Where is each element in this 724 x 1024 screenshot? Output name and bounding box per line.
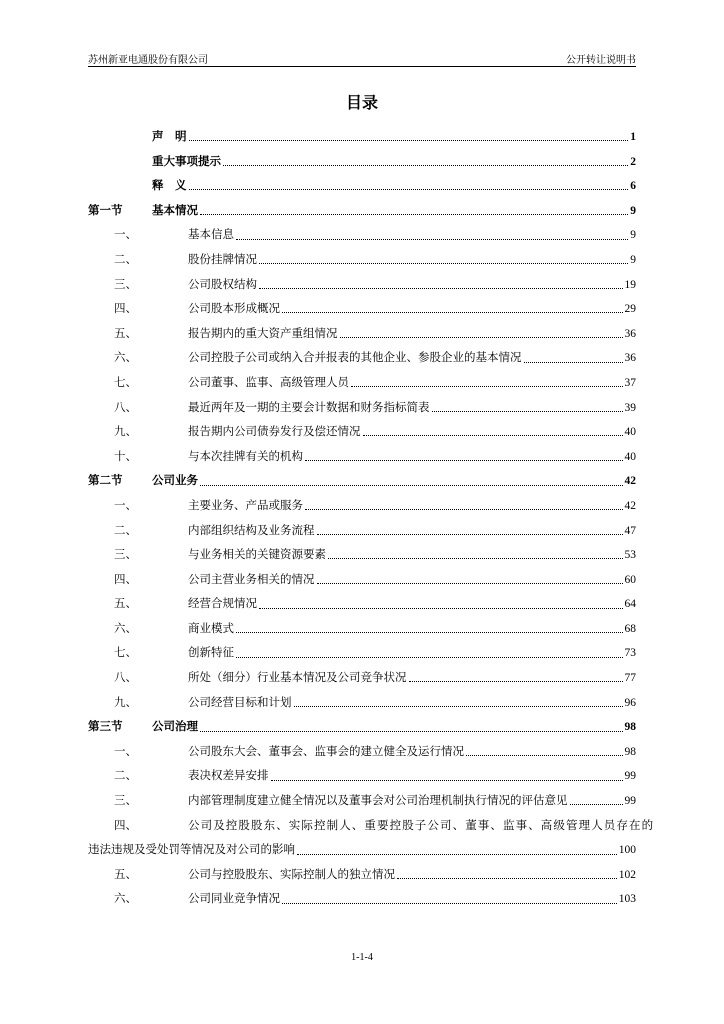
- toc-entry[interactable]: [88, 542, 636, 567]
- toc-entry-number: 第二节: [88, 473, 123, 488]
- dot-leader: [223, 156, 628, 166]
- toc-entry[interactable]: [88, 124, 636, 149]
- toc-entry[interactable]: [88, 198, 636, 223]
- dot-leader: [317, 525, 623, 535]
- toc-entry-label: 声 明: [152, 129, 187, 143]
- toc-entry[interactable]: [88, 296, 636, 321]
- toc-entry-label: 公司业务: [152, 473, 198, 488]
- toc-entry[interactable]: [88, 886, 636, 911]
- toc-entry-page: 60: [624, 573, 636, 586]
- toc-entry-number: 六、: [114, 620, 137, 635]
- dot-leader: [200, 205, 628, 215]
- toc-entry-page: 1: [630, 131, 636, 143]
- toc-entry-page: 64: [624, 598, 636, 611]
- toc-entry-page: 9: [630, 204, 636, 217]
- dot-leader: [189, 180, 629, 190]
- table-of-contents: [88, 124, 655, 911]
- toc-entry[interactable]: [88, 247, 636, 272]
- toc-entry[interactable]: [88, 370, 636, 395]
- toc-entry-number: 二、: [114, 768, 137, 783]
- toc-entry-label: 经营合规情况: [188, 596, 257, 611]
- toc-entry[interactable]: [88, 862, 636, 887]
- toc-entry-label: 违法违规及受处罚等情况及对公司的影响: [88, 842, 295, 857]
- toc-entry[interactable]: [88, 419, 636, 444]
- toc-entry[interactable]: [88, 591, 636, 616]
- toc-entry-label: 公司治理: [152, 719, 198, 734]
- dot-leader: [259, 599, 623, 609]
- toc-entry-label: 与本次挂牌有关的机构: [188, 448, 303, 463]
- toc-entry-page: 98: [624, 745, 636, 758]
- dot-leader: [351, 377, 623, 387]
- toc-entry-number: 第一节: [88, 202, 123, 217]
- toc-entry[interactable]: [88, 813, 655, 838]
- toc-entry-number: 七、: [114, 374, 137, 389]
- dot-leader: [259, 279, 623, 289]
- toc-entry-page: 77: [624, 672, 636, 685]
- toc-entry-page: 2: [630, 155, 636, 168]
- toc-entry-number: 一、: [114, 743, 137, 758]
- dot-leader: [363, 426, 623, 436]
- toc-entry-page: 68: [624, 622, 636, 635]
- toc-entry[interactable]: [88, 837, 636, 862]
- toc-entry[interactable]: [88, 714, 636, 739]
- dot-leader: [297, 845, 617, 855]
- dot-leader: [294, 697, 623, 707]
- toc-entry[interactable]: [88, 395, 636, 420]
- toc-entry-label: 公司经营目标和计划: [188, 694, 292, 709]
- toc-entry-label: 基本情况: [152, 202, 198, 217]
- toc-entry-page: 9: [630, 229, 636, 242]
- toc-entry[interactable]: [88, 788, 636, 813]
- toc-entry-page: 36: [624, 352, 636, 365]
- toc-entry-page: 99: [624, 770, 636, 783]
- toc-entry-label: 公司股权结构: [188, 276, 257, 291]
- toc-entry-label: 公司董事、监事、高级管理人员: [188, 374, 349, 389]
- toc-entry[interactable]: [88, 444, 636, 469]
- toc-entry-number: 八、: [114, 670, 137, 685]
- dot-leader: [340, 328, 623, 338]
- toc-entry-number: 三、: [114, 547, 137, 562]
- toc-entry-label: 公司及控股股东、实际控制人、重要控股子公司、董事、监事、高级管理人员存在的: [188, 817, 655, 832]
- dot-leader: [328, 549, 623, 559]
- dot-leader: [282, 303, 623, 313]
- toc-entry-page: 103: [618, 893, 636, 906]
- toc-entry-label: 报告期内公司债券发行及偿还情况: [188, 424, 361, 439]
- toc-entry-label: 释 义: [152, 178, 187, 193]
- toc-entry[interactable]: [88, 345, 636, 370]
- toc-entry-label: 重大事项提示: [152, 153, 221, 168]
- toc-entry-page: 73: [624, 647, 636, 660]
- toc-entry-page: 29: [624, 303, 636, 316]
- toc-entry-page: 39: [624, 401, 636, 414]
- toc-entry-label: 报告期内的重大资产重组情况: [188, 325, 338, 340]
- toc-entry-page: 40: [624, 426, 636, 439]
- toc-entry-label: 公司与控股股东、实际控制人的独立情况: [188, 866, 395, 881]
- toc-entry-label: 所处（细分）行业基本情况及公司竞争状况: [188, 670, 407, 685]
- toc-entry-label: 创新特征: [188, 645, 234, 660]
- toc-entry-number: 九、: [114, 424, 137, 439]
- toc-entry-label: 内部组织结构及业务流程: [188, 522, 315, 537]
- toc-entry-number: 十、: [114, 448, 137, 463]
- page-number: 1-1-4: [351, 952, 373, 963]
- toc-entry[interactable]: [88, 616, 636, 641]
- toc-entry-page: 40: [624, 450, 636, 463]
- header-company: 苏州新亚电通股份有限公司: [88, 55, 208, 66]
- toc-entry-page: 9: [630, 253, 636, 266]
- toc-entry-number: 四、: [114, 571, 137, 586]
- toc-entry[interactable]: [88, 690, 636, 715]
- toc-entry-number: 五、: [114, 596, 137, 611]
- dot-leader: [282, 894, 617, 904]
- toc-entry-number: 一、: [114, 227, 137, 242]
- toc-entry-number: 二、: [114, 251, 137, 266]
- dot-leader: [432, 402, 623, 412]
- toc-entry[interactable]: [88, 640, 636, 665]
- dot-leader: [305, 500, 623, 510]
- dot-leader: [305, 451, 623, 461]
- toc-entry[interactable]: [88, 173, 636, 198]
- toc-entry-page: 102: [618, 868, 636, 881]
- dot-leader: [200, 476, 623, 486]
- toc-entry-page: 36: [624, 327, 636, 340]
- toc-entry-page: 99: [624, 795, 636, 808]
- toc-entry-page: 42: [624, 499, 636, 512]
- toc-entry[interactable]: [88, 222, 636, 247]
- dot-leader: [409, 672, 623, 682]
- dot-leader: [466, 746, 623, 756]
- toc-entry-label: 公司股东大会、董事会、监事会的建立健全及运行情况: [188, 743, 464, 758]
- toc-entry[interactable]: [88, 665, 636, 690]
- toc-entry-number: 七、: [114, 645, 137, 660]
- toc-entry-label: 公司股本形成概况: [188, 301, 280, 316]
- toc-entry[interactable]: [88, 149, 636, 174]
- dot-leader: [236, 648, 623, 658]
- header-doc-title: 公开转让说明书: [566, 55, 636, 66]
- toc-entry-label: 与业务相关的关键资源要素: [188, 547, 326, 562]
- toc-entry-number: 一、: [114, 497, 137, 512]
- toc-entry-number: 四、: [114, 301, 137, 316]
- dot-leader: [397, 869, 617, 879]
- toc-entry-label: 最近两年及一期的主要会计数据和财务指标简表: [188, 399, 430, 414]
- dot-leader: [317, 574, 623, 584]
- toc-entry-page: 19: [624, 278, 636, 291]
- toc-entry-label: 公司同业竞争情况: [188, 891, 280, 906]
- page-title: 目录: [345, 93, 378, 112]
- toc-entry-label: 公司主营业务相关的情况: [188, 571, 315, 586]
- toc-entry-number: 三、: [114, 276, 137, 291]
- toc-entry[interactable]: [88, 763, 636, 788]
- page-header: [88, 50, 636, 67]
- toc-entry[interactable]: [88, 739, 636, 764]
- toc-entry-page: 47: [624, 524, 636, 537]
- toc-entry-number: 五、: [114, 866, 137, 881]
- dot-leader: [200, 722, 623, 732]
- toc-entry[interactable]: [88, 272, 636, 297]
- dot-leader: [189, 131, 629, 141]
- toc-entry-label: 基本信息: [188, 227, 234, 242]
- dot-leader: [259, 254, 628, 264]
- toc-entry[interactable]: [88, 518, 636, 543]
- dot-leader: [570, 795, 623, 805]
- toc-entry-label: 内部管理制度建立健全情况以及董事会对公司治理机制执行情况的评估意见: [188, 793, 568, 808]
- toc-entry[interactable]: [88, 468, 636, 493]
- toc-entry-label: 商业模式: [188, 620, 234, 635]
- toc-entry[interactable]: [88, 493, 636, 518]
- toc-entry[interactable]: [88, 567, 636, 592]
- toc-entry-number: 三、: [114, 793, 137, 808]
- toc-entry-number: 五、: [114, 325, 137, 340]
- toc-entry-number: 六、: [114, 350, 137, 365]
- toc-entry[interactable]: [88, 321, 636, 346]
- toc-entry-number: 二、: [114, 522, 137, 537]
- toc-entry-page: 6: [630, 180, 636, 193]
- dot-leader: [271, 771, 623, 781]
- toc-entry-number: 第三节: [88, 719, 123, 734]
- toc-entry-page: 42: [624, 475, 636, 488]
- toc-entry-page: 98: [624, 721, 636, 734]
- dot-leader: [236, 230, 628, 240]
- toc-entry-label: 股份挂牌情况: [188, 251, 257, 266]
- toc-entry-number: 六、: [114, 891, 137, 906]
- toc-entry-page: 100: [618, 844, 636, 857]
- toc-entry-number: 八、: [114, 399, 137, 414]
- toc-entry-label: 表决权差异安排: [188, 768, 269, 783]
- toc-entry-page: 53: [624, 549, 636, 562]
- toc-entry-number: 九、: [114, 694, 137, 709]
- toc-entry-page: 96: [624, 696, 636, 709]
- dot-leader: [236, 623, 623, 633]
- toc-entry-page: 37: [624, 376, 636, 389]
- toc-entry-label: 公司控股子公司或纳入合并报表的其他企业、参股企业的基本情况: [188, 350, 522, 365]
- toc-entry-number: 四、: [114, 817, 137, 832]
- toc-entry-label: 主要业务、产品或服务: [188, 497, 303, 512]
- dot-leader: [524, 353, 623, 363]
